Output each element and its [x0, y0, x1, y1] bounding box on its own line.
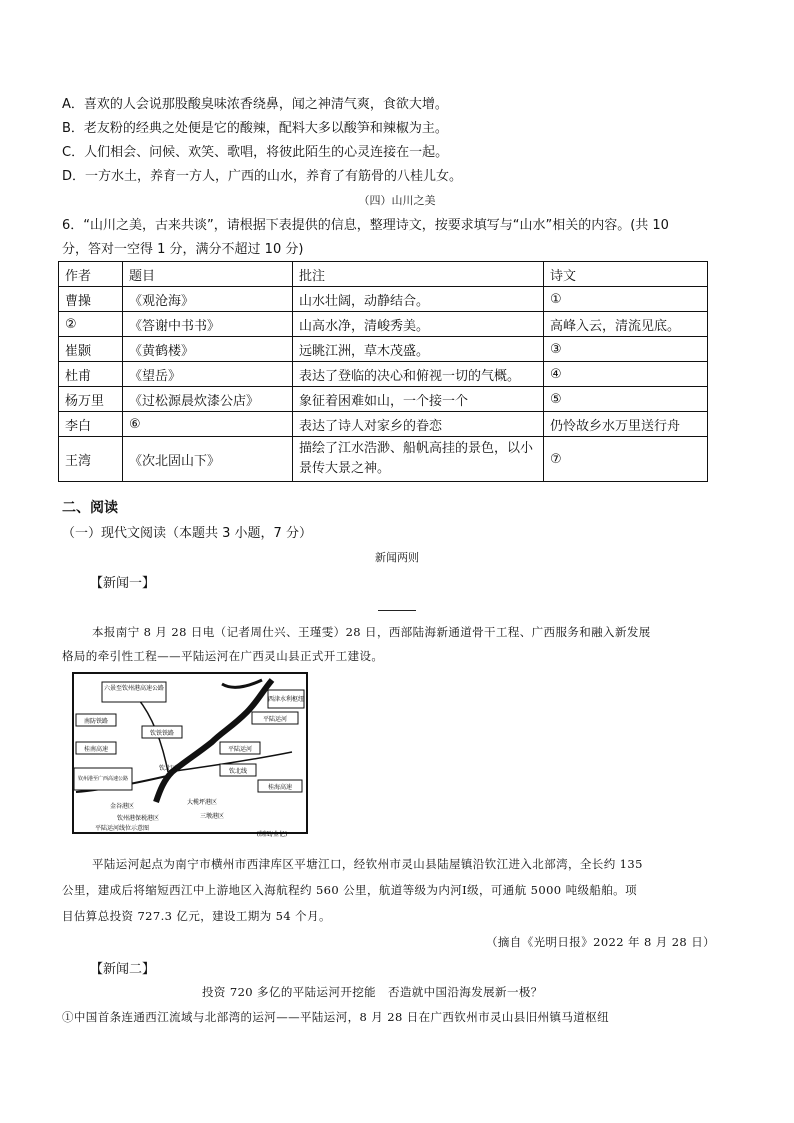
map-label-gongye: 钦州港至广西高速公路 — [77, 776, 129, 782]
question-6-line2: 分，答对一空得 1 分，满分不超过 10 分) — [62, 242, 304, 257]
table-cell: 《黄鹤楼》 — [123, 337, 293, 362]
table-cell: 仍怜故乡水万里送行舟 — [544, 412, 708, 437]
table-cell: ⑥ — [123, 412, 293, 437]
news-1-paragraph-1-cont: 格局的牵引性工程——平陆运河在广西灵山县正式开工建设。 — [62, 649, 384, 663]
map-label-pinglu-1: 平陆运河 — [262, 716, 288, 723]
table-cell: 表达了登临的决心和俯视一切的气概。 — [293, 362, 544, 387]
section-4-title: （四）山川之美 — [358, 194, 436, 207]
map-label-qinzhou-port: 钦州港保税港区 — [116, 815, 160, 822]
table-cell: 高峰入云，清流见底。 — [544, 312, 708, 337]
divider-line — [378, 610, 416, 611]
question-6-line1: 6．“山川之美，古来共谈”，请根据下表提供的信息，整理诗文，按要求填写与“山水”相关的内容。(共 10 — [62, 218, 669, 233]
map-caption: 平陆运河线位示意图 — [94, 825, 150, 832]
news-2-paragraph-1: ①中国首条连通西江流域与北部湾的运河——平陆运河，8 月 28 日在广西钦州市灵山县旧州镇马道枢纽 — [62, 1010, 610, 1024]
table-cell: 表达了诗人对家乡的眷恋 — [293, 412, 544, 437]
option-c: C．人们相会、问候、欢笑、歌唱，将彼此陌生的心灵连接在一起。 — [62, 145, 449, 160]
table-cell: ③ — [544, 337, 708, 362]
table-cell: 王湾 — [59, 437, 123, 482]
table-cell: 杜甫 — [59, 362, 123, 387]
map-label-qinbei-line: 桂海高速 — [267, 784, 293, 791]
table-cell: ⑤ — [544, 387, 708, 412]
news-1-paragraph-2: 平陆运河起点为南宁市横州市西津库区平塘江口，经钦州市灵山县陆屋镇沿钦江进入北部湾，全长约 135 — [92, 857, 643, 871]
table-cell: 崔颢 — [59, 337, 123, 362]
news-1-label: 【新闻一】 — [90, 576, 156, 591]
canal-route-map — [72, 672, 308, 838]
option-a: A．喜欢的人会说那股酸臭味浓香绕鼻，闻之神清气爽，食欲大增。 — [62, 97, 448, 112]
header-poem: 诗文 — [544, 262, 708, 287]
table-row — [59, 312, 708, 337]
table-cell: ② — [59, 312, 123, 337]
table-cell: 《答谢中书书》 — [123, 312, 293, 337]
table-cell: 象征着困难如山，一个接一个 — [293, 387, 544, 412]
map-label-qinbei: 钦北线 — [228, 768, 248, 775]
map-label-pinglu-2: 平陆运河 — [227, 746, 253, 753]
table-cell: ⑦ — [544, 437, 708, 482]
map-label-xijin: 西津水利枢纽 — [267, 696, 305, 703]
map-credit: (制图/金亿) — [256, 831, 288, 838]
news-1-paragraph-1: 本报南宁 8 月 28 日电（记者周仕兴、王瑾雯）28 日，西部陆海新通道骨干工程、广西服务和融入新发展 — [92, 625, 651, 639]
map-label-qintie: 钦铁铁路 — [149, 730, 175, 737]
map-label-jingu: 金谷港区 — [109, 803, 135, 810]
table-cell: 远眺江洲，草木茂盛。 — [293, 337, 544, 362]
map-label-top-left: 六景至钦州港高速公路 — [103, 685, 165, 692]
table-row — [59, 362, 708, 387]
header-note: 批注 — [293, 262, 544, 287]
news-1-paragraph-2-cont: 公里，建成后将缩短西江中上游地区入海航程约 560 公里，航道等级为内河Ⅰ级，可通航 5000 吨级船舶。项 — [62, 883, 637, 897]
table-cell: 山水壮阔，动静结合。 — [293, 287, 544, 312]
map-label-dagang: 大榄坪港区 — [186, 799, 218, 806]
news-1-paragraph-2-end: 目估算总投资 727.3 亿元，建设工期为 54 个月。 — [62, 909, 331, 923]
table-cell: ④ — [544, 362, 708, 387]
table-cell: 《望岳》 — [123, 362, 293, 387]
table-cell: 描绘了江水浩渺、船帆高挂的景色，以小景传大景之神。 — [293, 437, 544, 482]
poetry-table — [58, 261, 708, 482]
news-title: 新闻两则 — [375, 551, 419, 564]
option-d: D．一方水土，养育一方人，广西的山水，养育了有筋骨的八桂儿女。 — [62, 169, 463, 184]
map-label-guinan: 桂南高速 — [83, 746, 109, 753]
table-row — [59, 387, 708, 412]
table-row — [59, 412, 708, 437]
map-label-sanjiao: 三墩港区 — [199, 813, 225, 820]
table-cell: 李白 — [59, 412, 123, 437]
table-row — [59, 287, 708, 312]
table-cell: ① — [544, 287, 708, 312]
header-author: 作者 — [59, 262, 123, 287]
table-header-row — [59, 262, 708, 287]
table-row — [59, 437, 708, 482]
table-cell: 杨万里 — [59, 387, 123, 412]
news-1-source: （摘自《光明日报》2022 年 8 月 28 日） — [486, 935, 715, 949]
table-cell: 山高水净，清峻秀美。 — [293, 312, 544, 337]
section-2-title: 二、阅读 — [62, 500, 118, 516]
map-label-nanfang: 南防铁路 — [83, 718, 109, 725]
table-cell: 《次北固山下》 — [123, 437, 293, 482]
news-2-title: 投资 720 多亿的平陆运河开挖能 否造就中国沿海发展新一极？ — [202, 985, 543, 999]
table-cell: 《观沧海》 — [123, 287, 293, 312]
news-2-label: 【新闻二】 — [90, 962, 156, 977]
table-cell: 《过松源晨炊漆公店》 — [123, 387, 293, 412]
map-label-qinzhou-area: 钦北区 — [158, 765, 178, 772]
header-title: 题目 — [123, 262, 293, 287]
table-row — [59, 337, 708, 362]
table-cell: 曹操 — [59, 287, 123, 312]
section-2-subtitle: （一）现代文阅读（本题共 3 小题，7 分） — [62, 526, 312, 541]
option-b: B．老友粉的经典之处便是它的酸辣，配料大多以酸笋和辣椒为主。 — [62, 121, 448, 136]
